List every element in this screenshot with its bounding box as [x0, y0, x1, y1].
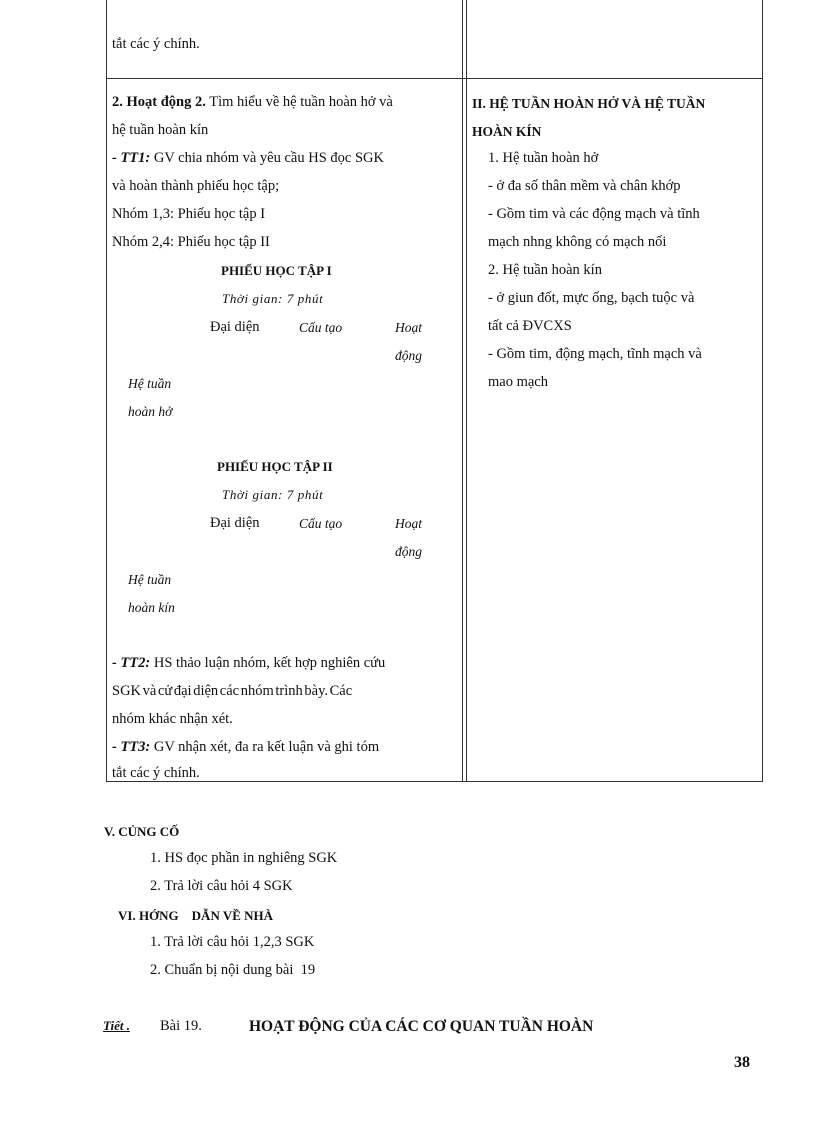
tt3-text: GV nhận xét, đa ra kết luận và ghi tóm	[150, 739, 380, 755]
tt2-line2: SGK và cử đại diện các nhóm trình bày. Các	[112, 683, 353, 699]
tt1-label: - TT1:	[112, 150, 151, 166]
right-item-0: 1. Hệ tuần hoàn hở	[488, 150, 599, 166]
sheet2-col-activity-1: Hoạt	[395, 516, 422, 531]
right-item-8: mao mạch	[488, 374, 548, 390]
group-2: Nhóm 2,4: Phiếu học tập II	[112, 234, 270, 250]
homework-title: VI. HỚNG DẪN VỀ NHÀ	[118, 908, 274, 923]
sheet2-col-activity-2: động	[395, 544, 422, 559]
top-row-text: tắt các ý chính.	[112, 36, 200, 52]
right-item-4: 2. Hệ tuần hoàn kín	[488, 262, 602, 278]
sheet1-row-label-1: Hệ tuần	[128, 376, 172, 391]
tt3-label: - TT3:	[112, 739, 151, 755]
sheet2-col-representative: Đại diện	[210, 515, 260, 531]
homework-item-1: 1. Trả lời câu hỏi 1,2,3 SGK	[150, 934, 315, 950]
table-row-separator	[106, 78, 763, 79]
tt2-line3: nhóm khác nhận xét.	[112, 711, 233, 727]
tt2-text: HS thảo luận nhóm, kết hợp nghiên cứu	[150, 655, 386, 671]
table-border-bottom	[106, 781, 763, 782]
right-item-5: - ở giun đốt, mực ống, bạch tuộc và	[488, 290, 695, 306]
homework-item-2: 2. Chuẩn bị nội dung bài 19	[150, 962, 316, 978]
right-item-1: - ở đa số thân mềm và chân khớp	[488, 178, 681, 194]
consolidation-title: V. CỦNG CỐ	[104, 824, 180, 839]
sheet1-row-label-2: hoàn hở	[128, 404, 173, 419]
sheet2-row-label-2: hoàn kín	[128, 600, 175, 615]
activity-heading	[112, 92, 393, 112]
activity-heading-bold: 2. Hoạt động 2.	[112, 94, 206, 110]
consolidation-item-1: 1. HS đọc phần in nghiêng SGK	[150, 850, 338, 866]
tt1-line2: và hoàn thành phiếu học tập;	[112, 178, 280, 194]
consolidation-item-2: 2. Trả lời câu hỏi 4 SGK	[150, 878, 293, 894]
sheet2-col-structure: Cấu tạo	[299, 516, 343, 531]
lesson-number: Bài 19.	[160, 1018, 202, 1034]
activity-heading-rest: Tìm hiểu về hệ tuần hoàn hở và	[205, 94, 393, 110]
sheet1-col-activity-1: Hoạt	[395, 320, 422, 335]
tt3-line	[112, 737, 379, 757]
table-border-left	[106, 0, 107, 782]
tiet-label: Tiết .	[103, 1018, 130, 1033]
lesson-title: HOẠT ĐỘNG CỦA CÁC CƠ QUAN TUẦN HOÀN	[249, 1018, 594, 1035]
tt2-line	[112, 653, 385, 673]
table-border-right	[762, 0, 763, 782]
sheet1-title: PHIẾU HỌC TẬP I	[221, 263, 332, 278]
sheet2-row-label-1: Hệ tuần	[128, 572, 172, 587]
tt1-text: GV chia nhóm và yêu cầu HS đọc SGK	[150, 150, 384, 166]
right-item-2: - Gồm tim và các động mạch và tĩnh	[488, 206, 700, 222]
tt1-line	[112, 148, 384, 168]
right-heading-line1: II. HỆ TUẦN HOÀN HỞ VÀ HỆ TUẦN	[472, 96, 706, 111]
right-item-6: tất cả ĐVCXS	[488, 318, 572, 334]
table-divider-1	[462, 0, 463, 782]
group-1: Nhóm 1,3: Phiếu học tập I	[112, 206, 266, 222]
tt2-label: - TT2:	[112, 655, 151, 671]
sheet1-col-structure: Cấu tạo	[299, 320, 343, 335]
tt3-line2: tắt các ý chính.	[112, 765, 200, 781]
right-heading-line2: HOÀN KÍN	[472, 124, 542, 139]
table-divider-2	[466, 0, 467, 782]
right-item-7: - Gồm tim, động mạch, tĩnh mạch và	[488, 346, 702, 362]
activity-heading-line2: hệ tuần hoàn kín	[112, 122, 209, 138]
sheet1-col-representative: Đại diện	[210, 319, 260, 335]
sheet1-time: Thời gian: 7 phút	[222, 291, 324, 306]
sheet1-col-activity-2: động	[395, 348, 422, 363]
page-number: 38	[734, 1054, 750, 1071]
sheet2-title: PHIẾU HỌC TẬP II	[217, 459, 333, 474]
sheet2-time: Thời gian: 7 phút	[222, 487, 324, 502]
right-item-3: mạch nhng không có mạch nối	[488, 234, 667, 250]
